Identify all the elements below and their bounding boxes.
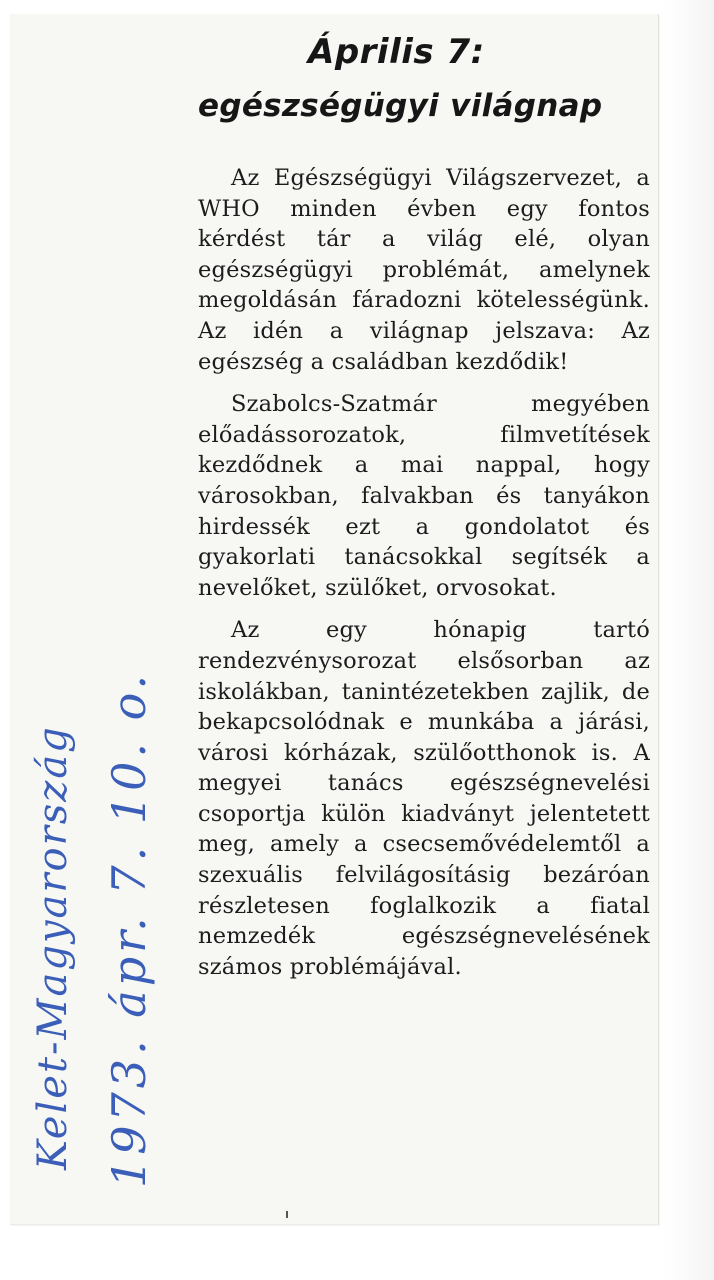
paragraph-2: Szabolcs-Szatmár megyében előadássorozatok, filmvetítések kezdődnek a mai nappal, hogy városokban, falvakban és tanyákon hirdessék ezt a gondolatot és gyakorlati tanácsokkal segítsék a nevelőket, szülőket, orvosokat. — [198, 391, 650, 601]
handwritten-source: Kelet-Magyarország — [30, 725, 76, 1170]
scan-edge — [664, 0, 714, 1280]
paragraph-1: Az Egészségügyi Világszervezet, a WHO minden évben egy fontos kérdést tár a világ elé, olyan egészségügyi problémát, amelynek megoldásán fáradozni kötelességünk. Az idén a világnap jelszava: Az egészség a családban kezdődik! — [198, 165, 650, 375]
paragraph-3: Az egy hónapig tartó rendezvénysorozat elsősorban az iskolákban, tanintézetekben zajlik, de bekapcsolódnak e munkába a járási, városi kórházak, szülőotthonok is. A megyei tanács egészségnevelési csoportja külön kiadványt jelentetett meg, amely a csecsemővédelemtől a szexuális felvilágosításig bezáróan részletesen foglalkozik a fiatal nemzedék egészségnevelésének számos problémájával. — [198, 617, 650, 980]
handwritten-date: 1973. ápr. 7. 10. o. — [102, 670, 156, 1188]
article-body — [198, 163, 650, 994]
headline-line-2: egészségügyi világnap — [198, 88, 603, 124]
headline-line-1: Április 7: — [308, 32, 485, 72]
print-mark — [286, 1211, 288, 1218]
